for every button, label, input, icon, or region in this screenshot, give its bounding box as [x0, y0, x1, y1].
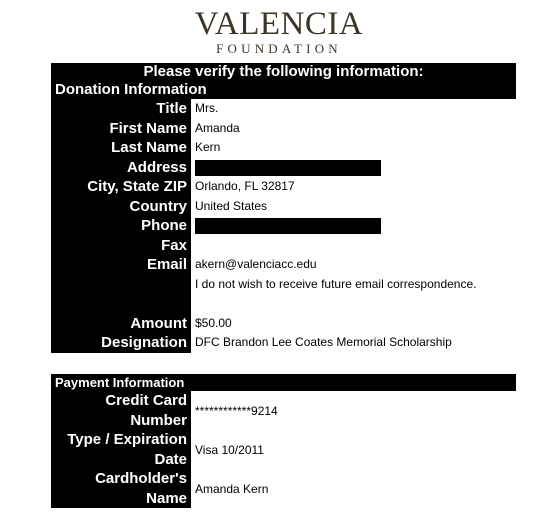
label-credit-card-line1: Credit Card: [105, 392, 187, 409]
payment-information-panel: [51, 374, 516, 508]
valencia-foundation-logo: [0, 6, 558, 56]
value-first-name: Amanda: [195, 120, 240, 135]
label-type-expiration: [51, 430, 191, 469]
label-phone: Phone: [51, 216, 191, 236]
value-last-name: Kern: [195, 140, 221, 154]
redacted-address-block: [195, 160, 381, 176]
row-first-name: [51, 119, 516, 139]
label-country: Country: [51, 197, 191, 217]
label-cardholder-line1: Cardholder's: [95, 470, 187, 487]
value-fax: [191, 236, 516, 256]
row-country: [51, 197, 516, 217]
value-title: Mrs.: [195, 101, 219, 115]
label-address: Address: [51, 158, 191, 178]
value-amount: $50.00: [195, 315, 232, 330]
row-type-expiration: [51, 430, 516, 469]
label-designation: Designation: [51, 333, 191, 353]
row-amount: [51, 314, 516, 334]
row-credit-card-number: [51, 391, 516, 430]
label-title: Title: [51, 99, 191, 119]
donation-section-title: Donation Information: [51, 81, 516, 99]
label-credit-card-number: [51, 391, 191, 430]
row-email-preference: [51, 275, 516, 295]
row-email: [51, 255, 516, 275]
payment-section-title: Payment Information: [51, 374, 516, 391]
donation-verification-panel: [51, 63, 516, 353]
value-designation: DFC Brandon Lee Coates Memorial Scholarship: [195, 335, 452, 349]
label-fax: Fax: [51, 236, 191, 256]
row-fax: [51, 236, 516, 256]
label-spacer: [51, 294, 191, 314]
value-city-state-zip: Orlando, FL 32817: [195, 179, 295, 193]
value-cardholder-name: Amanda Kern: [195, 481, 269, 496]
label-last-name: Last Name: [51, 138, 191, 158]
row-phone: [51, 216, 516, 236]
row-address: [51, 158, 516, 178]
value-credit-card-number: ************9214: [195, 403, 278, 418]
value-email-preference: I do not wish to receive future email correspondence.: [195, 276, 477, 291]
value-spacer: [191, 294, 516, 314]
redacted-phone-block: [195, 218, 381, 234]
verify-header: Please verify the following information:: [51, 63, 516, 81]
row-cardholder-name: [51, 469, 516, 508]
logo-subtitle: FOUNDATION: [216, 41, 342, 56]
label-cardholder-line2: Name: [146, 489, 187, 507]
value-country: United States: [195, 198, 268, 213]
label-amount: Amount: [51, 314, 191, 334]
row-spacer: [51, 294, 516, 314]
row-city-state-zip: [51, 177, 516, 197]
value-email: akern@valenciacc.edu: [195, 257, 317, 271]
label-credit-card-line2: Number: [130, 411, 187, 429]
label-cardholder-name: [51, 469, 191, 508]
label-email: Email: [51, 255, 191, 275]
label-city-state-zip: City, State ZIP: [51, 177, 191, 197]
value-type-expiration: Visa 10/2011: [195, 442, 264, 457]
label-type-line2: Date: [154, 450, 187, 468]
row-last-name: [51, 138, 516, 158]
row-title: [51, 99, 516, 119]
row-designation: [51, 333, 516, 353]
label-first-name: First Name: [51, 119, 191, 139]
label-email-preference: [51, 275, 191, 295]
label-type-line1: Type / Expiration: [67, 431, 187, 448]
logo-wordmark: VALENCIA: [194, 6, 364, 42]
